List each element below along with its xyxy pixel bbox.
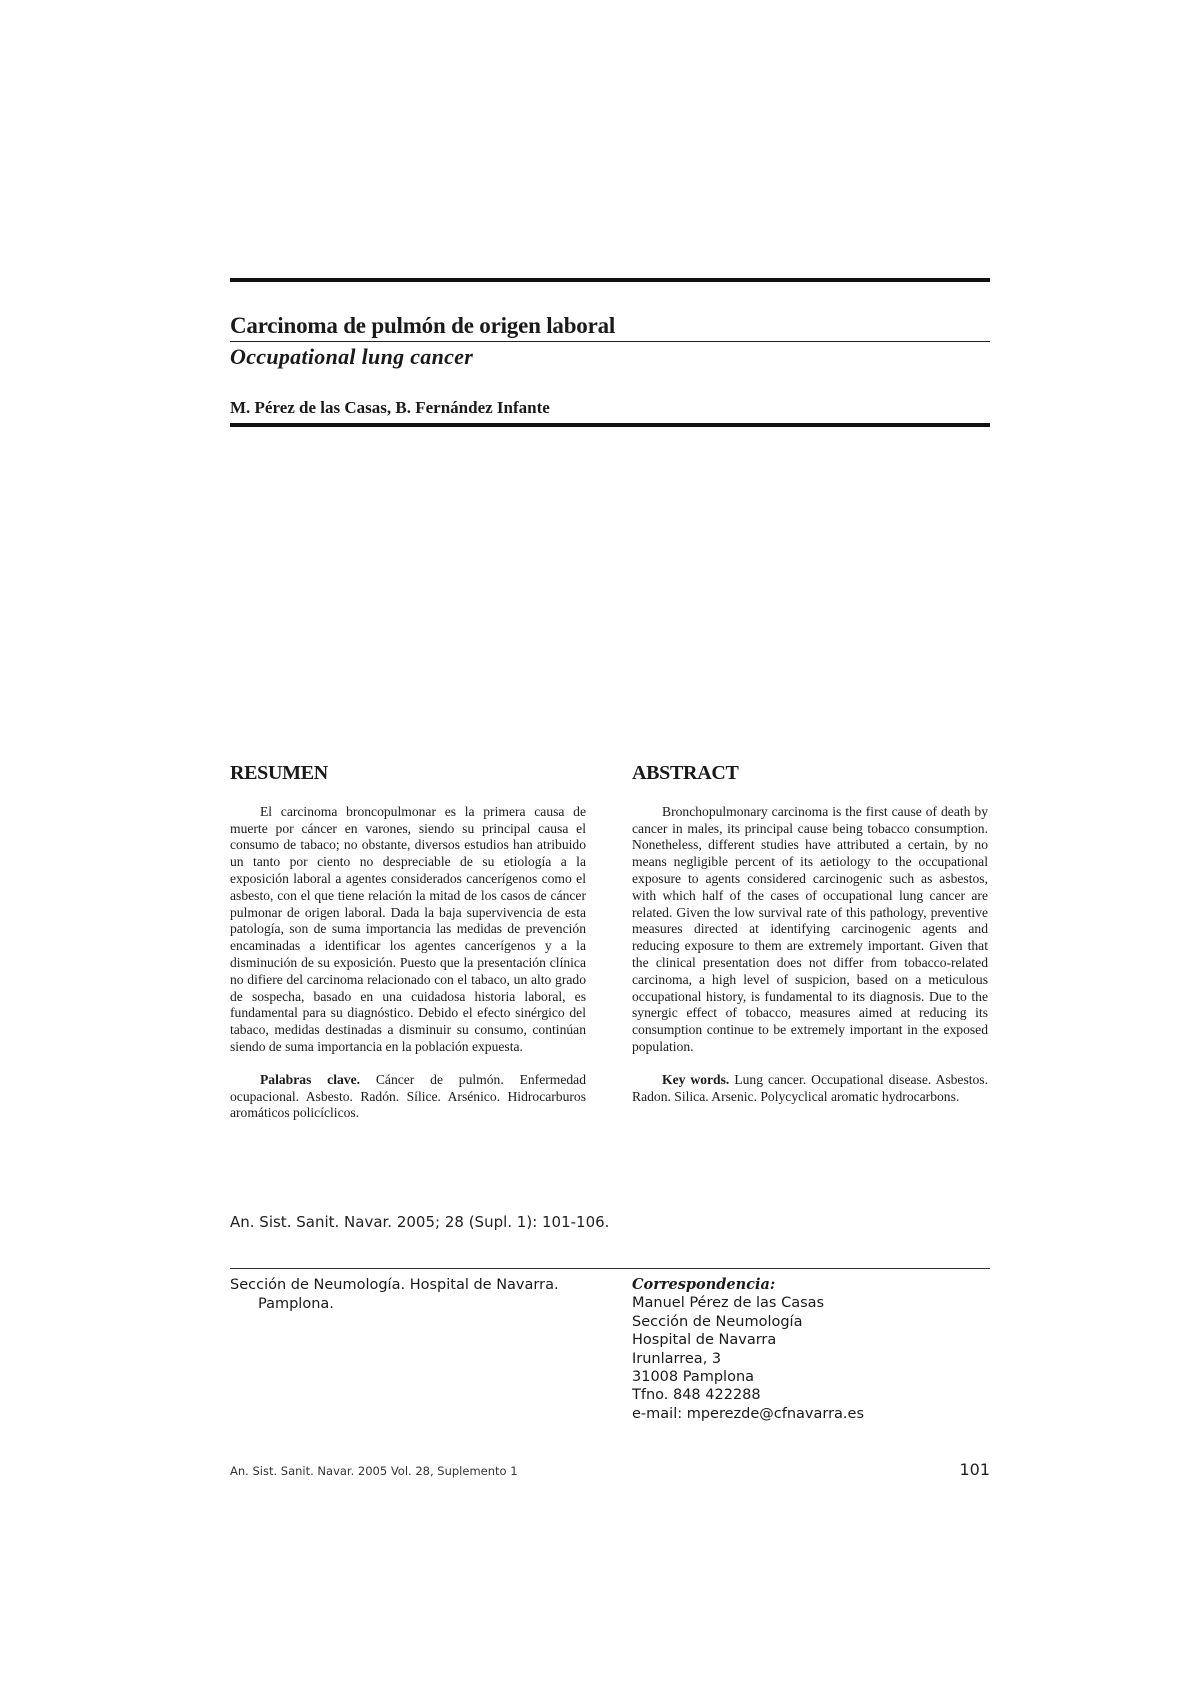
affiliation-line-2: Pamplona.	[258, 1296, 334, 1312]
header-top-rule	[230, 278, 990, 282]
correspondence-block	[632, 1276, 992, 1423]
correspondence-name: Manuel Pérez de las Casas	[632, 1295, 825, 1312]
resumen-section	[230, 762, 586, 1122]
correspondence-dept: Sección de Neumología	[632, 1313, 803, 1330]
resumen-keywords-text: Cáncer de pulmón. Enfermedad ocupacional. Asbesto. Radón. Sílice. Arsénico. Hidrocarburos aromáticos policíclicos.	[230, 1071, 586, 1121]
abstract-keywords-text: Lung cancer. Occupational disease. Asbestos. Radon. Silica. Arsenic. Polycyclical aromatic hydrocarbons.	[632, 1071, 989, 1104]
resumen-keywords-label: Palabras clave.	[260, 1071, 361, 1087]
article-title-english: Occupational lung cancer	[230, 344, 474, 369]
page-number: 101	[959, 1460, 990, 1479]
correspondence-email: e-mail: mperezde@cfnavarra.es	[632, 1405, 865, 1422]
correspondence-city: 31008 Pamplona	[632, 1369, 755, 1386]
abstract-keywords	[632, 1072, 988, 1106]
abstract-heading: ABSTRACT	[632, 762, 739, 784]
title-underline-rule	[230, 341, 990, 342]
article-title-spanish: Carcinoma de pulmón de origen laboral	[230, 313, 616, 338]
correspondence-hospital: Hospital de Navarra	[632, 1332, 777, 1349]
resumen-keywords	[230, 1072, 586, 1122]
resumen-heading: RESUMEN	[230, 762, 328, 784]
header-bottom-rule	[230, 423, 990, 427]
footnote-rule	[230, 1268, 990, 1269]
page-footer	[230, 1460, 990, 1479]
authors: M. Pérez de las Casas, B. Fernández Infante	[230, 398, 550, 417]
correspondence-heading: Correspondencia:	[632, 1276, 776, 1293]
citation: An. Sist. Sanit. Navar. 2005; 28 (Supl. 1): 101-106.	[230, 1213, 610, 1231]
correspondence-phone: Tfno. 848 422288	[632, 1387, 761, 1404]
abstract-section	[632, 762, 989, 1105]
abstract-keywords-label: Key words.	[662, 1071, 730, 1087]
correspondence-street: Irunlarrea, 3	[632, 1350, 722, 1367]
resumen-body: El carcinoma broncopulmonar es la primera causa de muerte por cáncer en varones, siendo su principal causa el consumo de tabaco; no obstante, diversos estudios han atribuido un tanto por ciento no despreciable de su etiología a la exposición laboral a agentes considerados cancerígenos como el asbesto, con el que tiene relación la mitad de los casos de cáncer pulmonar de origen laboral. Dada la baja supervivencia de esta patología, son de suma importancia las medidas de prevención encaminadas a identificar los agentes cancerígenos y a la disminución de su exposición. Puesto que la presentación clínica no difiere del carcinoma relacionado con el tabaco, un alto grado de sospecha, basado en una cuidadosa historia laboral, es fundamental para su diagnóstico. Debido el efecto sinérgico del tabaco, medidas destinadas a disminuir su consumo, continúan siendo de suma importancia en la población expuesta.	[230, 803, 586, 1054]
affiliation	[230, 1276, 590, 1314]
abstract-body: Bronchopulmonary carcinoma is the first cause of death by cancer in males, its principal cause being tobacco consumption. Nonetheless, different studies have attributed a certain, by no means negligible percent of its aetiology to the occupational exposure to agents considered carcinogenic such as asbestos, with which half of the cases of occupational lung cancer are related. Given the low survival rate of this pathology, preventive measures directed at identifying carcinogenic agents and reducing exposure to them are extremely important. Given that the clinical presentation does not differ from tobacco-related carcinoma, a high level of suspicion, based on a meticulous occupational history, is fundamental to its diagnosis. Due to the synergic effect of tobacco, measures aimed at reducing its consumption continue to be extremely important in the exposed population.	[632, 803, 988, 1054]
footer-journal: An. Sist. Sanit. Navar. 2005 Vol. 28, Suplemento 1	[230, 1464, 518, 1478]
affiliation-line-1: Sección de Neumología. Hospital de Navarra.	[230, 1277, 559, 1293]
